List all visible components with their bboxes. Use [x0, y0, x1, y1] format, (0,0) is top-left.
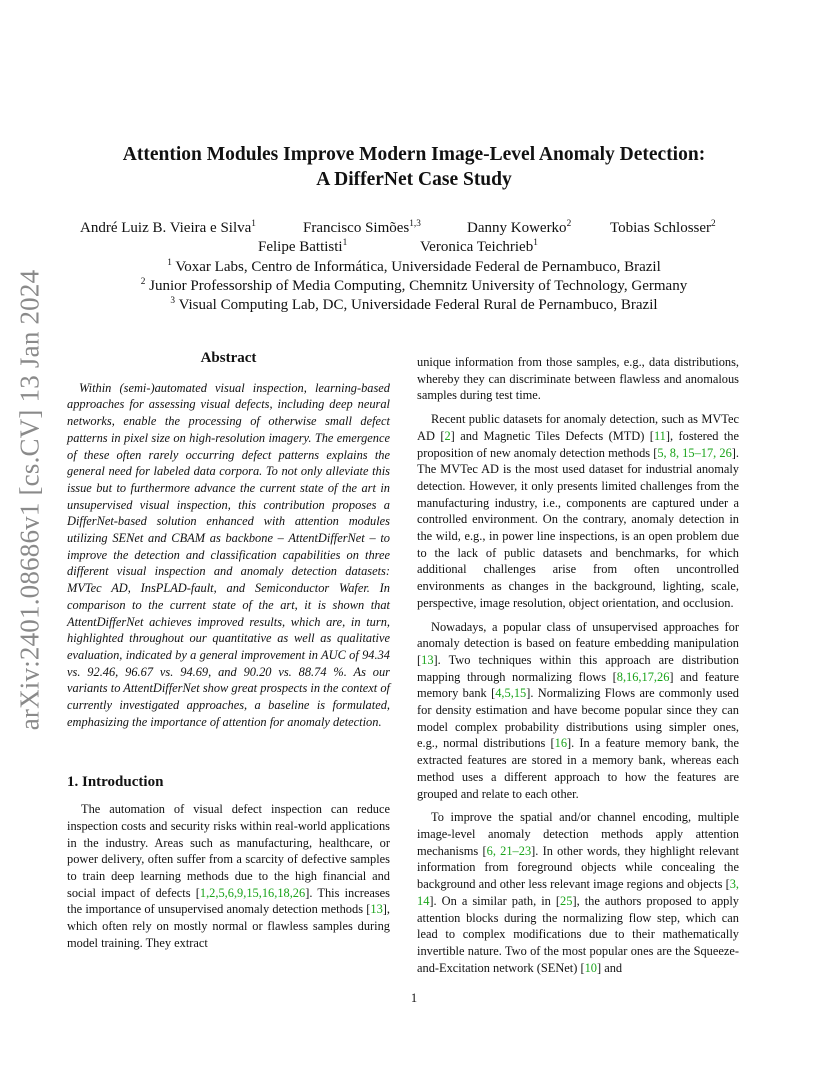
- author-3: Danny Kowerko$^2$: [467, 219, 572, 236]
- arxiv-stamp-text: arXiv:2401.08686v1 [cs.CV] 13 Jan 2024: [14, 269, 45, 731]
- abstract-body: Within (semi-)automated visual inspection, learning-based approaches for assessing visual defects, including deep neural networks, enable the processing of otherwise small defect patterns in pixel size on high-resolution imagery. The emergence of these often rarely occurring defect patterns explains the general need for labeled data corpora. To not only alleviate this issue but to furthermore advance the current state of the art in unsupervised visual inspection, this contribution proposes a DifferNet-based solution enhanced with attention modules utilizing SENet and CBAM as backbone – AttentDifferNet – to improve the detection and classification capabilities on three different visual inspection and anomaly detection datasets: MVTec AD, InsPLAD-fault, and Semiconductor Wafer. In comparison to the current state of the art, it is shown that AttentDifferNet achieves improved results, which are, in turn, highlighted throughout our quantitative as well as qualitative evaluation, indicated by a general improvement in AUC of 94.34 vs. 92.46, 96.67 vs. 94.69, and 90.20 vs. 88.74 %. As our variants to AttentDifferNet show great prospects in the context of currently investigated approaches, a baseline is formulated, emphasizing the importance of attention for anomaly detection.: [67, 380, 391, 729]
- author-5: Felipe Battisti$^1$: [258, 238, 348, 255]
- citation-link[interactable]: 8,16,17,26: [616, 669, 670, 684]
- citation-link[interactable]: 10: [584, 960, 597, 975]
- citation-link[interactable]: 11: [653, 428, 666, 443]
- arxiv-stamp: [8, 269, 52, 731]
- right-column: [417, 354, 739, 976]
- paper-title: [80, 142, 748, 192]
- citation-link[interactable]: 3, 14: [417, 877, 739, 908]
- paragraph-datasets: Recent public datasets for anomaly detection, such as MVTec AD [2] and Magnetic Tiles Defects (MTD) [11], fostered the proposition of new anomaly detection methods [5, 8, 15–17, 26]. The MVTec AD is the most used dataset for industrial anomaly detection. However, it only presents limited challenges from the manufacturing industry, i.e., components are captured under a controlled environment. On the contrary, anomaly detection in the wild, e.g., in power line inspections, is an open problem due to the lack of public datasets and benchmarks, for which additional challenges arise from often uncontrolled environments as changes in the background, lighting, scale, perspective, image resolution, object orientation, and occlusion.: [417, 412, 740, 610]
- author-4: Tobias Schlosser$^2$: [610, 219, 716, 236]
- citation-link[interactable]: 5, 8, 15–17, 26: [657, 445, 732, 460]
- citation-link[interactable]: 16: [554, 736, 568, 751]
- author-1: André Luiz B. Vieira e Silva$^1$: [80, 219, 256, 236]
- title-line-1: Attention Modules Improve Modern Image-Level Anomaly Detection:: [122, 144, 706, 165]
- author-2: Francisco Simões$^{1,3}$: [303, 219, 421, 236]
- citation-link[interactable]: 6, 21–23: [486, 843, 532, 858]
- left-column: [67, 350, 390, 952]
- citation-link[interactable]: 13: [421, 652, 434, 667]
- intro-paragraph: The automation of visual defect inspection can reduce inspection costs and security risks within real-world applications in the industry. Areas such as manufacturing, healthcare, or power delivery, often suffer from a scarcity of defective samples to train deep learning methods due to the high financial and social impact of defects [1,2,5,6,9,15,16,18,26]. This increases the importance of unsupervised anomaly detection methods [13], which often rely on mostly normal or flawless samples during model training. They extract: [67, 802, 390, 950]
- abstract-heading: Abstract: [200, 350, 257, 366]
- affiliation-1: $^1$ Voxar Labs, Centro de Informática, Universidade Federal de Pernambuco, Brazil: [167, 258, 661, 275]
- citation-link[interactable]: 1,2,5,6,9,15,16,18,26: [199, 885, 306, 900]
- citation-link[interactable]: 4,5,15: [495, 686, 527, 701]
- affiliation-3: $^3$ Visual Computing Lab, DC, Universidade Federal Rural de Pernambuco, Brazil: [170, 296, 658, 313]
- page-number: 1: [410, 991, 418, 1005]
- title-line-2: A DifferNet Case Study: [316, 169, 512, 190]
- paragraph-feature-embedding: Nowadays, a popular class of unsupervised approaches for anomaly detection is based on feature embedding manipulation [13]. Two techniques within this approach are distribution mapping through normalizing flows [8,16,17,26] and feature memory bank [4,5,15]. Normalizing Flows are commonly used for density estimation and have become popular since they can model complex probability distributions using simpler ones, e.g., normal distributions [16]. In a feature memory bank, the extracted features are stored in a memory bank, whereas each method uses a different approach to how the features are grouped and relate to each other.: [417, 619, 739, 801]
- intro-heading: 1. Introduction: [67, 774, 164, 791]
- affiliation-2: $^2$ Junior Professorship of Media Computing, Chemnitz University of Technology, Germany: [140, 277, 688, 294]
- paragraph-continued: unique information from those samples, e.g., data distributions, whereby they can discriminate between flawless and anomalous samples during test time.: [417, 355, 739, 403]
- citation-link[interactable]: 25: [560, 893, 573, 908]
- author-6: Veronica Teichrieb$^1$: [420, 238, 538, 255]
- paragraph-attention: To improve the spatial and/or channel encoding, multiple image-level anomaly detection methods apply attention mechanisms [6, 21–23]. In other words, they highlight relevant information from foreground objects while concealing the background and other less relevant image regions and objects [3, 14]. On a similar path, in [25], the authors proposed to apply attention blocks during the normalizing flow step, which can lead to complex modifications due to their mathematically invertible nature. Two of the most popular ones are the Squeeze-and-Excitation network (SENet) [10] and: [417, 810, 740, 975]
- citation-link[interactable]: 2: [444, 428, 451, 443]
- citation-link[interactable]: 13: [370, 902, 383, 917]
